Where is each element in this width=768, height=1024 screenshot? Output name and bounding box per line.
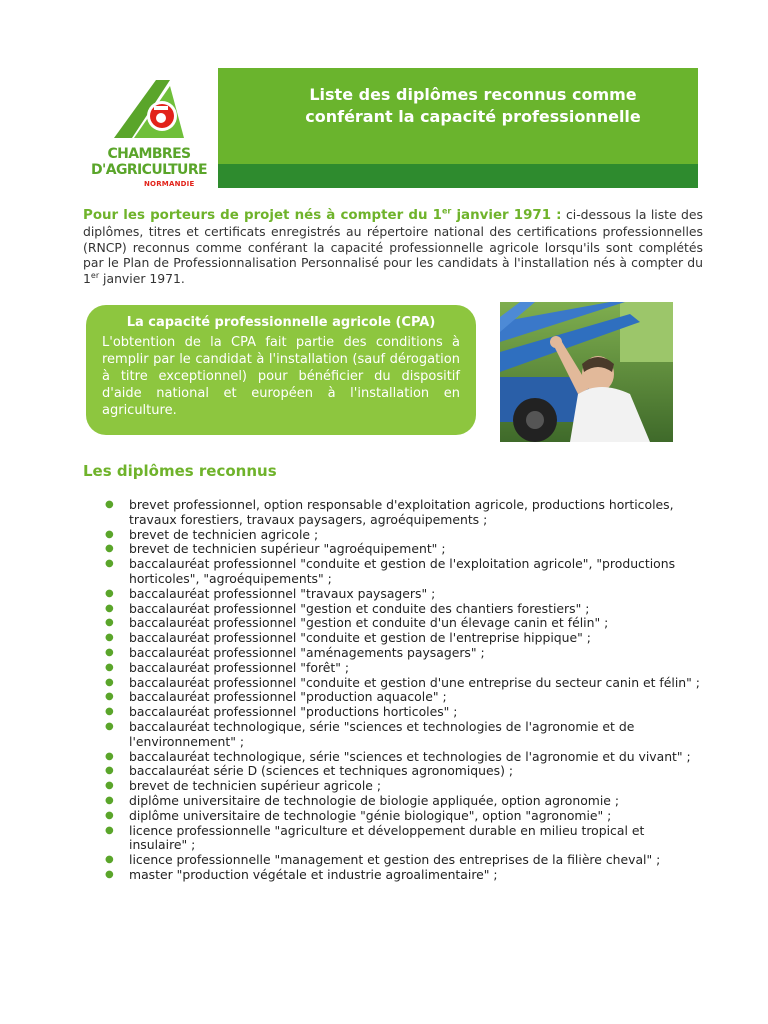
cpa-title: La capacité professionnelle agricole (CPA) [126,315,436,330]
page-title-line1: Liste des diplômes reconnus comme [309,85,637,104]
list-item-text: brevet de technicien agricole ; [129,526,319,542]
cpa-info-box [86,305,476,435]
intro-paragraph [83,207,703,287]
bullet-icon: ● [105,809,114,821]
list-item [104,616,704,631]
list-item-text: brevet de technicien supérieur "agroéquipement" ; [129,541,446,557]
chambres-agriculture-logo [84,70,214,188]
intro-lead-sup: er [441,206,452,216]
bullet-icon: ● [105,720,114,732]
list-item-text: baccalauréat professionnel "forêt" ; [129,659,350,675]
list-item [104,602,704,617]
list-item-text: baccalauréat professionnel "gestion et conduite des chantiers forestiers" ; [129,600,590,616]
list-item-text: baccalauréat série D (sciences et techniques agronomiques) ; [129,763,514,779]
bullet-icon: ● [105,543,114,555]
farmer-tractor-photo [500,302,673,442]
list-item-text: diplôme universitaire de technologie de biologie appliquée, option agronomie ; [129,792,620,808]
photo-illustration [500,302,673,442]
bullet-icon: ● [105,499,114,510]
list-item-text: diplôme universitaire de technologie "génie biologique", option "agronomie" ; [129,807,612,823]
list-item-text: baccalauréat technologique, série "sciences et technologies de l'agronomie et du vivant" ; [129,748,691,764]
list-item-text: baccalauréat professionnel "conduite et gestion de l'exploitation agricole", "productions horticoles", "agroéquipements" ; [129,556,676,586]
bullet-icon: ● [105,587,114,599]
list-item [104,868,704,883]
list-item [104,676,704,691]
list-item [104,809,704,824]
list-item [104,750,704,765]
bullet-icon: ● [105,824,114,836]
section-title-diplomas: Les diplômes reconnus [83,462,277,480]
logo-text-region: NORMANDIE [144,180,195,188]
intro-lead [83,208,562,223]
bullet-icon: ● [105,854,114,866]
bullet-icon: ● [105,794,114,806]
list-item [104,542,704,557]
list-item-text: baccalauréat professionnel "conduite et gestion de l'entreprise hippique" ; [129,630,591,646]
bullet-icon: ● [105,528,114,540]
list-item [104,779,704,794]
list-item-text: licence professionnelle "agriculture et développement durable en milieu tropical et insulaire" ; [129,822,645,853]
list-item [104,705,704,720]
list-item-text: brevet de technicien supérieur agricole ; [129,778,382,794]
page-title [258,84,688,128]
list-item-text: baccalauréat professionnel "production aquacole" ; [129,689,447,705]
diplomas-list [104,498,704,883]
logo-text-line2: D'AGRICULTURE [91,162,207,178]
list-item-text: master "production végétale et industrie agroalimentaire" ; [129,866,498,882]
title-banner [218,68,698,188]
list-item-text: baccalauréat professionnel "aménagements paysagers" ; [129,644,485,660]
bullet-icon: ● [105,558,114,570]
list-item [104,853,704,868]
list-item [104,764,704,779]
list-item-text: baccalauréat technologique, série "sciences et technologies de l'agronomie et de l'environnement" ; [129,718,635,749]
intro-body-sup: er [90,271,100,281]
list-item [104,661,704,676]
intro-lead-text: Pour les porteurs de projet nés à compter du 1 [83,208,442,223]
list-item [104,587,704,602]
list-item-text: baccalauréat professionnel "conduite et gestion d'une entreprise du secteur canin et félin" ; [129,674,700,690]
bullet-icon: ● [105,868,114,880]
list-item-text: baccalauréat professionnel "productions horticoles" ; [129,704,458,720]
list-item [104,824,704,854]
list-item-text: licence professionnelle "management et gestion des entreprises de la filière cheval" ; [129,852,661,868]
cpa-text: L'obtention de la CPA fait partie des conditions à remplir par le candidat à l'installation (sauf dérogation à titre exceptionnel) pour bénéficier du dispositif d'aide national et européen à l'installation en agriculture. [102,335,460,418]
bullet-icon: ● [105,602,114,614]
intro-lead-text-end: janvier 1971 : [451,208,562,223]
bullet-icon: ● [105,632,114,644]
list-item [104,646,704,661]
list-item [104,794,704,809]
list-item [104,557,704,587]
list-item [104,720,704,750]
list-item-text: brevet professionnel, option responsable d'exploitation agricole, productions horticoles, travaux forestiers, travaux paysagers, agroéquipements ; [129,497,674,527]
banner-strip [218,164,698,188]
logo-mark-icon [112,76,187,146]
list-item [104,528,704,543]
bullet-icon: ● [105,750,114,762]
intro-body: ci-dessous la liste des diplômes, titres et certificats enregistrés au répertoire national des certifications professionnelles (RNCP) reconnus comme conférant la capacité professionnelle agricole lorsqu'ils sont complétés par le Plan de Professionnalisation Personnalisé pour les candidats à l'installation nés à compter du 1 [83,207,703,287]
list-item-text: baccalauréat professionnel "travaux paysagers" ; [129,585,436,601]
page-title-line2: conférant la capacité professionnelle [305,107,641,126]
bullet-icon: ● [105,676,114,688]
bullet-icon: ● [105,691,114,703]
bullet-icon: ● [105,661,114,673]
bullet-icon: ● [105,765,114,777]
list-item [104,498,704,528]
list-item [104,631,704,646]
bullet-icon: ● [105,617,114,629]
bullet-icon: ● [105,646,114,658]
list-item [104,690,704,705]
bullet-icon: ● [105,780,114,792]
logo-text-line1: CHAMBRES [107,146,191,162]
list-item-text: baccalauréat professionnel "gestion et conduite d'un élevage canin et félin" ; [129,615,609,631]
intro-body-end: janvier 1971. [99,271,185,287]
bullet-icon: ● [105,706,114,718]
